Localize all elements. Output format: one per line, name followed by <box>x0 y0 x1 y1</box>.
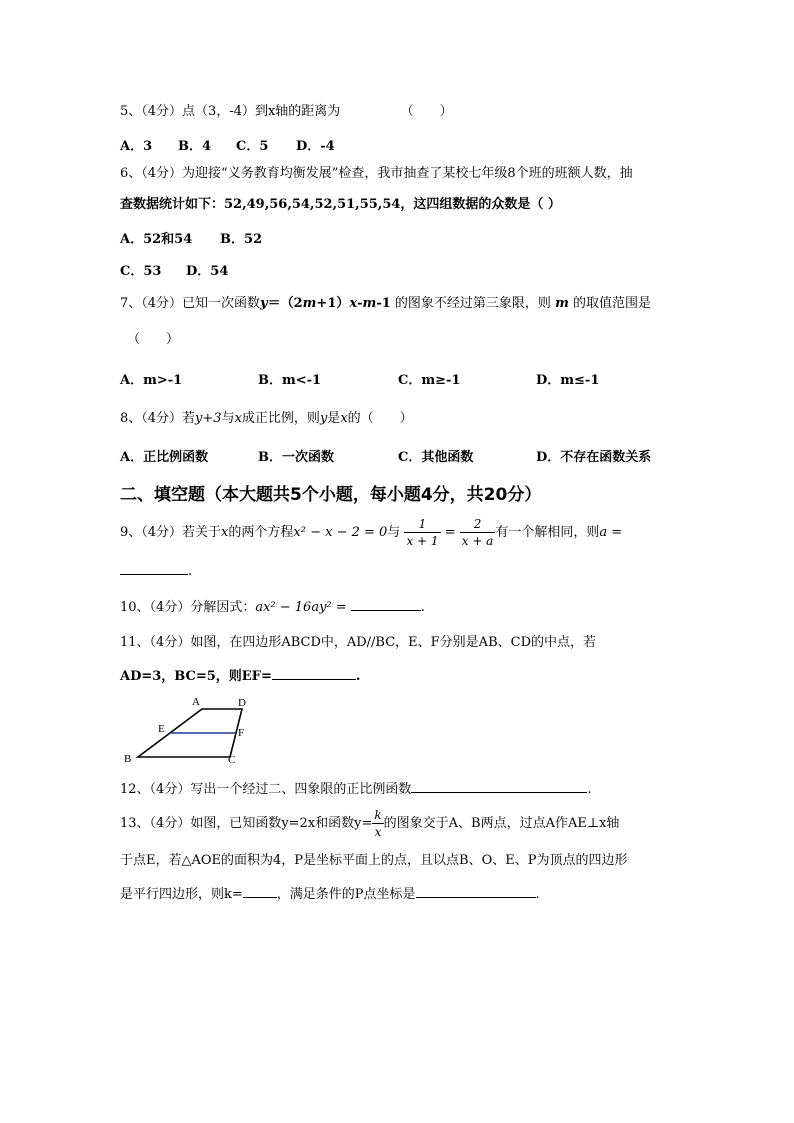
q13-fraction <box>372 807 383 840</box>
q8-mid1: 与 <box>221 411 235 426</box>
q9-answer-blank[interactable] <box>120 561 188 575</box>
q12-text: 12、（4分）写出一个经过二、四象限的正比例函数 <box>120 782 412 797</box>
q12-stem <box>120 779 591 799</box>
q9-fraction2 <box>460 516 496 549</box>
q9-suffix: 有一个解相同，则 <box>495 525 600 540</box>
q13-frac-num: k <box>374 808 382 822</box>
q5-option-c: C．5 <box>236 139 269 154</box>
q7-fn-y: y <box>260 296 268 311</box>
q9-frac1-den: x + 1 <box>406 534 439 548</box>
q13-line3-a: 是平行四边形，则k= <box>120 887 243 902</box>
q13-frac-den: x <box>374 825 382 839</box>
q10-prefix: 10、（4分）分解因式： <box>120 600 256 615</box>
trapezoid-figure <box>120 693 260 765</box>
label-f: F <box>238 727 245 739</box>
q7-prefix: 7、（4分）已知一次函数 <box>120 296 261 311</box>
q7-suffix-m: m <box>555 296 569 311</box>
q7-fn-m2: m <box>362 296 377 311</box>
q8-expr-x: x <box>234 411 242 426</box>
label-a: A <box>192 696 200 708</box>
q7-fn-end: -1 <box>376 296 391 311</box>
q13-suffix: 的图象交于A、B两点，过点A作AE⊥x轴 <box>383 816 620 831</box>
q5-option-a: A．3 <box>120 139 153 154</box>
q9-stem <box>120 515 622 551</box>
label-c: C <box>228 754 236 765</box>
label-d: D <box>238 697 246 709</box>
q10-end: . <box>420 600 425 615</box>
q6-line1: 6、（4分）为迎接“义务教育均衡发展”检查，我市抽查了某校七年级8个班的班额人数，抽 <box>120 166 633 181</box>
q9-line2 <box>120 561 192 581</box>
label-e: E <box>158 723 165 735</box>
q9-fraction1 <box>404 516 440 549</box>
q9-equation1: x² − x − 2 = 0 <box>293 525 388 540</box>
q6-option-d: D．54 <box>186 264 229 279</box>
q6-line2: 查数据统计如下：52,49,56,54,52,51,55,54，这四组数据的众数是（ ） <box>120 197 561 212</box>
q7-fn-dash: - <box>357 296 363 311</box>
q13-k-blank[interactable] <box>243 884 277 898</box>
q11-line2-text: AD=3，BC=5，则EF= <box>120 669 272 684</box>
q8-end: 的（ ） <box>347 411 413 426</box>
q8-option-a: A．正比例函数 <box>120 450 209 465</box>
q13-line1 <box>120 806 619 842</box>
q7-fn-mid: +1） <box>316 296 350 311</box>
q5-stem <box>120 103 453 121</box>
q8-expr-y-plus-3: y+3 <box>195 411 222 426</box>
q11-answer-blank[interactable] <box>272 666 356 680</box>
q7-suffix1: 的图象不经过第三象限，则 <box>394 296 551 311</box>
q7-suffix2: 的取值范围是 <box>572 296 651 311</box>
q9-frac2-num: 2 <box>460 516 496 533</box>
q13-p-blank[interactable] <box>416 884 536 898</box>
q7-fn-eq: ＝（2 <box>267 296 303 311</box>
q8-option-b: B．一次函数 <box>258 450 334 465</box>
q6-option-b: B．52 <box>220 232 263 247</box>
q5-paren: （ ） <box>400 104 453 119</box>
q9-var-x: x <box>221 525 229 540</box>
q13-end: . <box>535 887 540 902</box>
q6-option-a: A．52和54 <box>120 232 193 247</box>
q8-mid3: 是 <box>327 411 341 426</box>
q8-option-c: C．其他函数 <box>398 450 474 465</box>
q8-stem <box>120 410 413 428</box>
q7-option-c: C．m≥-1 <box>398 373 461 388</box>
q7-paren: （ ） <box>127 332 180 347</box>
q6-option-c: C．53 <box>120 264 162 279</box>
q7-option-d: D．m≤-1 <box>536 373 600 388</box>
q8-mid2: 成正比例，则 <box>241 411 320 426</box>
q8-option-d: D．不存在函数关系 <box>536 450 652 465</box>
q13-line3 <box>120 884 540 904</box>
q7-fn-m1: m <box>302 296 317 311</box>
section2-heading: 二、填空题（本大题共5个小题，每小题4分，共20分） <box>120 485 542 505</box>
q11-line2 <box>120 666 360 686</box>
q7-option-b: B．m<-1 <box>258 373 322 388</box>
q10-answer-blank[interactable] <box>351 597 421 611</box>
q9-mid2: 与 <box>387 525 401 540</box>
q8-expr-y: y <box>319 411 328 426</box>
q9-a-eq: a = <box>599 525 623 540</box>
q8-expr-x2: x <box>340 411 348 426</box>
q13-line2: 于点E，若△AOE的面积为4，P是坐标平面上的点，且以点B、O、E、P为顶点的四边形 <box>120 853 628 868</box>
q10-stem <box>120 597 425 617</box>
q9-end: . <box>188 564 193 579</box>
q8-prefix: 8、（4分）若 <box>120 411 196 426</box>
q11-line1: 11、（4分）如图，在四边形ABCD中，AD//BC，E、F分别是AB、CD的中点，若 <box>120 635 596 650</box>
q12-end: . <box>587 782 592 797</box>
q7-fn-x: x <box>349 296 358 311</box>
q9-frac1-num: 1 <box>404 516 440 533</box>
q5-stem-text: 5、（4分）点（3，-4）到x轴的距离为 <box>120 104 341 119</box>
q12-answer-blank[interactable] <box>411 779 587 793</box>
q9-frac2-den: x + a <box>461 534 494 548</box>
q11-end: . <box>355 669 361 684</box>
q13-line3-b: ，满足条件的P点坐标是 <box>276 887 416 902</box>
q7-stem <box>120 295 651 313</box>
q9-mid: 的两个方程 <box>228 525 294 540</box>
label-b: B <box>124 753 132 765</box>
q9-prefix: 9、（4分）若关于 <box>120 525 222 540</box>
q5-option-d: D．-4 <box>296 139 335 154</box>
q7-option-a: A．m>-1 <box>120 373 183 388</box>
q10-expression: ax² − 16ay² = <box>255 600 347 615</box>
q9-eq-sign: = <box>444 525 456 540</box>
q5-option-b: B．4 <box>178 139 212 154</box>
q13-prefix: 13、（4分）如图，已知函数y=2x和函数y= <box>120 816 373 831</box>
